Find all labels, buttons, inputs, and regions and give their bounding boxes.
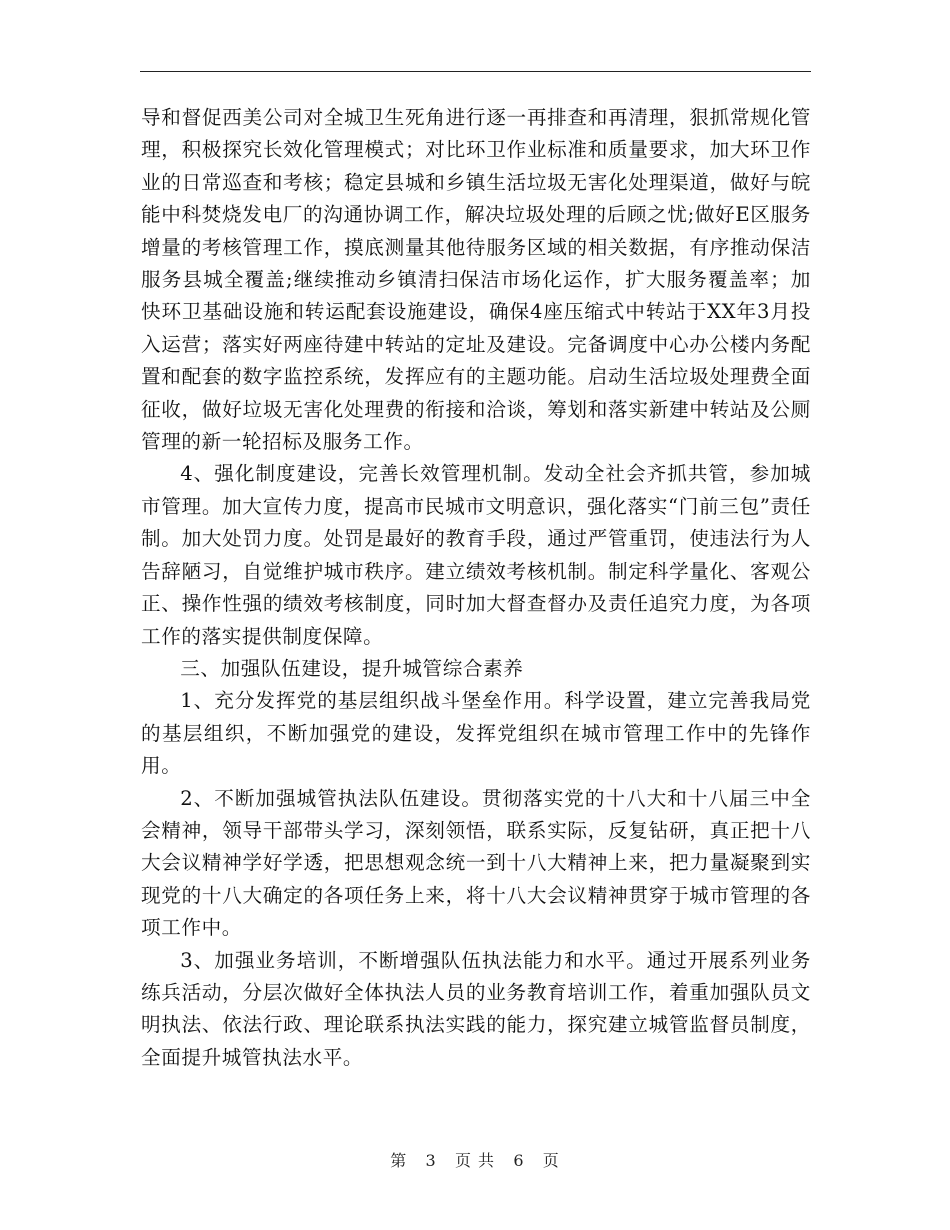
paragraph-business-training: 3、加强业务培训，不断增强队伍执法能力和水平。通过开展系列业务练兵活动，分层次做好全体执法人员的业务教育培训工作，着重加强队员文明执法、依法行政、理论联系执法实践的能力，探究建立城管监督员制度，全面提升城管执法水平。	[141, 948, 811, 1069]
paragraph-system-building: 4、强化制度建设，完善长效管理机制。发动全社会齐抓共管，参加城市管理。加大宣传力度，提高市民城市文明意识，强化落实“门前三包”责任制。加大处罚力度。处罚是最好的教育手段，通过严管重罚，使违法行为人告辞陋习，自觉维护城市秩序。建立绩效考核机制。制定科学量化、客观公正、操作性强的绩效考核制度，同时加大督查督办及责任追究力度，为各项工作的落实提供制度保障。	[141, 462, 811, 648]
footer-middle: 页 共	[454, 1151, 496, 1170]
footer-suffix: 页	[542, 1151, 560, 1170]
paragraph-party-organization: 1、充分发挥党的基层组织战斗堡垒作用。科学设置，建立完善我局党的基层组织，不断加强党的建设，发挥党组织在城市管理工作中的先锋作用。	[141, 689, 811, 778]
footer-current-page: 3	[425, 1151, 437, 1170]
paragraph-continued-sanitation: 导和督促西美公司对全城卫生死角进行逐一再排查和再清理，狠抓常规化管理，积极探究长效化管理模式；对比环卫作业标准和质量要求，加大环卫作业的日常巡查和考核；稳定县城和乡镇生活垃圾无害化处理渠道，做好与皖能中科焚烧发电厂的沟通协调工作，解决垃圾处理的后顾之忧;做好E区服务增量的考核管理工作，摸底测量其他待服务区域的相关数据，有序推动保洁服务县城全覆盖;继续推动乡镇清扫保洁市场化运作，扩大服务覆盖率；加快环卫基础设施和转运配套设施建设，确保4座压缩式中转站于XX年3月投入运营；落实好两座待建中转站的定址及建设。完备调度中心办公楼内务配置和配套的数字监控系统，发挥应有的主题功能。启动生活垃圾处理费全面征收，做好垃圾无害化处理费的衔接和洽谈，筹划和落实新建中转站及公厕管理的新一轮招标及服务工作。	[141, 106, 811, 454]
paragraph-enforcement-team: 2、不断加强城管执法队伍建设。贯彻落实党的十八大和十八届三中全会精神，领导干部带头学习，深刻领悟，联系实际，反复钻研，真正把十八大会议精神学好学透，把思想观念统一到十八大精神上来，把力量凝聚到实现党的十八大确定的各项任务上来，将十八大会议精神贯穿于城市管理的各项工作中。	[141, 786, 811, 940]
footer-prefix: 第	[390, 1151, 408, 1170]
footer-total-pages: 6	[513, 1151, 525, 1170]
header-rule	[140, 71, 811, 72]
page-footer	[0, 1148, 950, 1171]
document-body	[141, 102, 811, 1074]
section-heading-team-building: 三、加强队伍建设，提升城管综合素养	[180, 656, 524, 680]
